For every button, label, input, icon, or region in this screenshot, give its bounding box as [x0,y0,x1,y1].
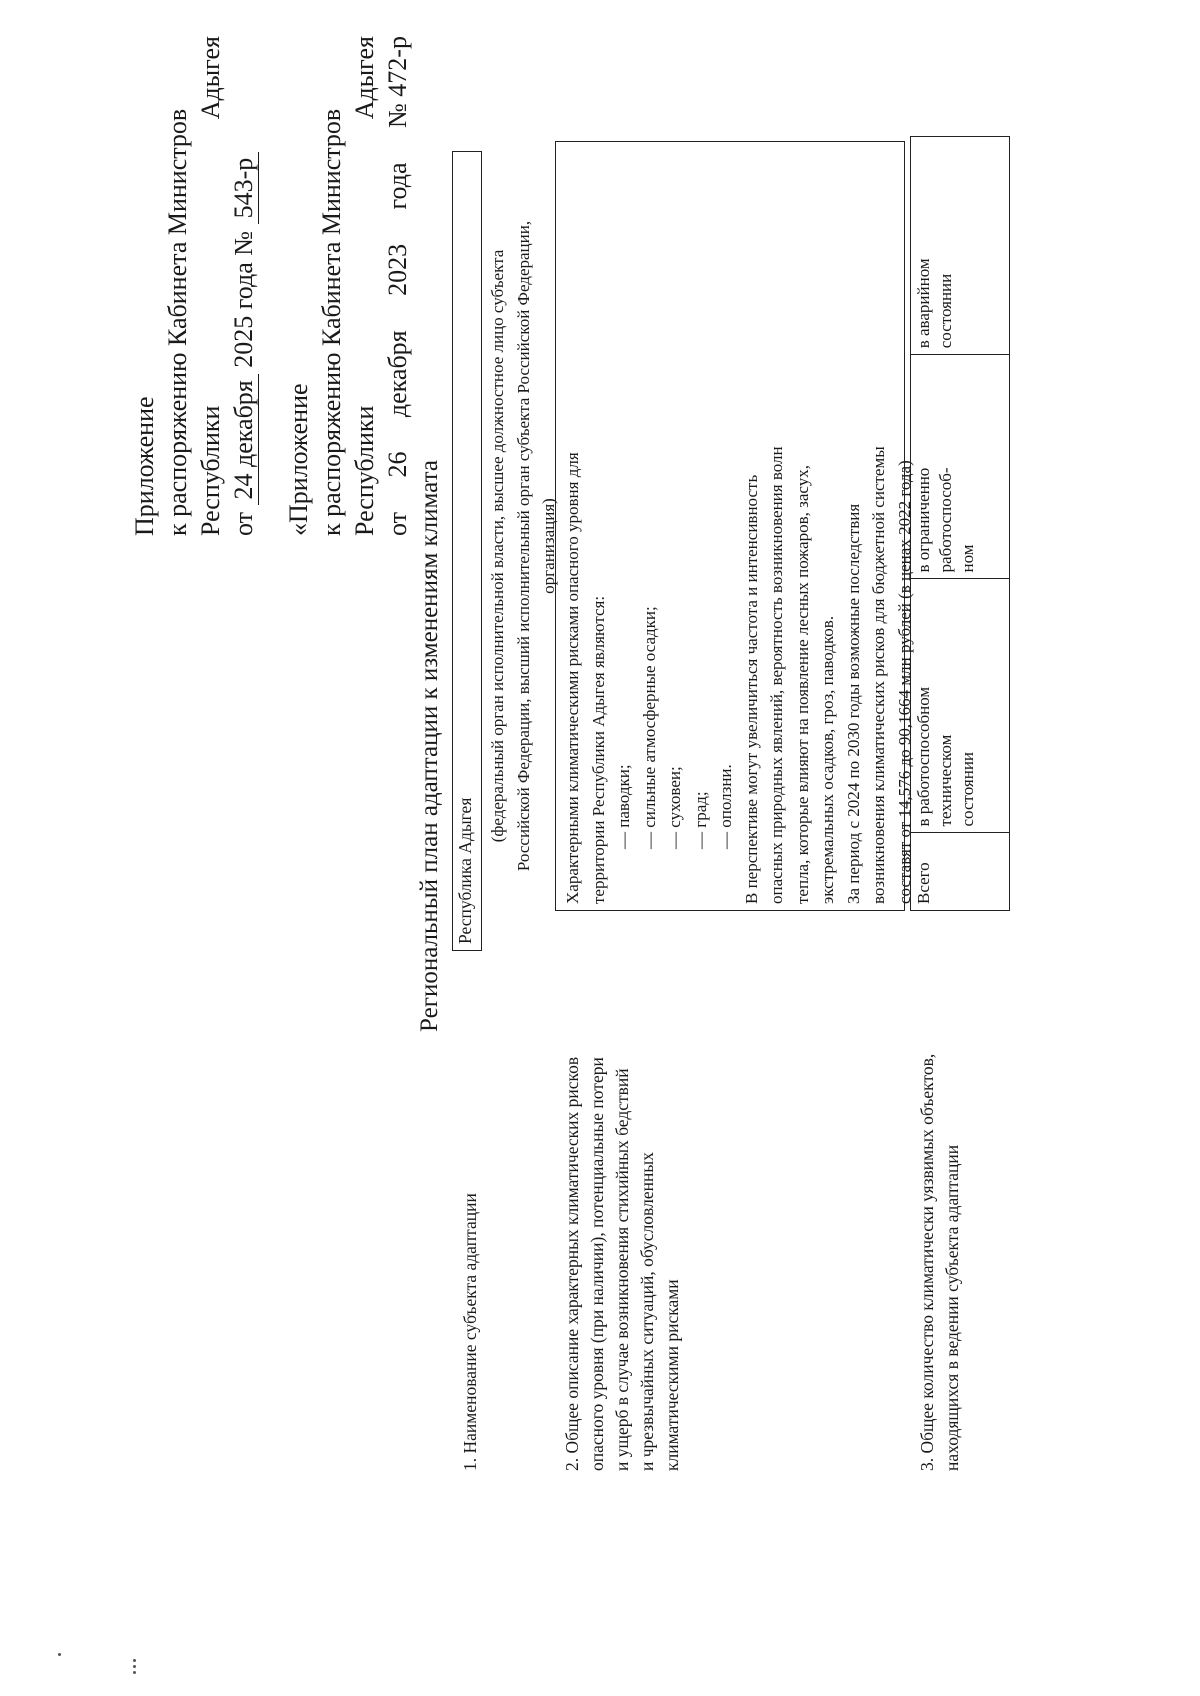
prev-month: декабря [383,330,412,418]
page-title: Региональный план адаптации к изменениям климата [416,460,443,1032]
section2-label [560,1057,685,1471]
order-year: 2025 года № [229,230,258,368]
prev-year: 2023 [383,243,412,296]
table-header-cell [911,355,1010,579]
col-working: состоянии [958,751,977,827]
note-line: Российской Федерации, высший исполнительный орган субъекта Российской Федерации, [513,220,533,872]
col-limited: работоспособ- [936,467,955,573]
appendix-republic: Республики [196,405,225,536]
appendix-header-current [128,36,260,536]
label-line: находящихся в ведении субъекта адаптации [942,1144,962,1471]
col-limited: ном [958,544,977,573]
col-emergency: состоянии [936,273,955,349]
appendix-date-line [227,36,260,536]
label-line: опасного уровня (при наличии), потенциальные потери [587,1057,607,1471]
section1-label: 1. Наименование субъекта адаптации [460,1193,480,1471]
risk-outlook: экстремальных осадков, гроз, паводков. [818,615,837,904]
prev-appendix-date-line [381,36,414,536]
risk-costs: возникновения климатических рисков для бюджетной системы [869,446,888,904]
label-line: и ущерб в случае возникновения стихийных бедствий [612,1068,632,1471]
label-line: климатическими рисками [662,1279,682,1471]
prev-from: от [383,511,412,536]
appendix-republic-line [194,36,227,536]
table-row [911,137,1010,911]
col-working: в работоспособном [914,686,933,827]
risk-outlook: опасных природных явлений, вероятность возникновения волн [767,446,786,904]
risk-item: — град; [690,791,710,849]
risk-description-box [555,141,914,911]
subject-name-value: Республика Адыгея [455,797,475,944]
section3-label [915,1054,965,1471]
risk-intro: территории Республики Адыгея являются: [588,595,608,904]
col-limited: в ограниченно [914,467,933,573]
prev-day: 26 [383,451,412,478]
subject-name-note [485,116,562,976]
prev-number: № 472-р [383,36,412,128]
from-prefix: от [229,511,258,536]
scan-speck [133,1659,136,1662]
risk-outlook: тепла, которые влияют на появление лесных пожаров, засух, [792,465,812,904]
scan-speck [133,1665,136,1668]
risk-costs: За период с 2024 по 2030 годы возможные последствия [843,503,863,904]
subject-name-field [452,151,482,951]
risk-costs: составят от 14,576 до 90,1664 млн рублей (в ценах 2022 года) [894,460,914,904]
col-emergency: в аварийном [914,258,933,349]
risk-intro: Характерными климатическими рисками опасного уровня для [563,452,582,904]
col-working: техническом [936,734,955,827]
scan-speck [58,1653,61,1656]
label-line: 3. Общее количество климатически уязвимых объектов, [917,1053,937,1471]
table-header-cell [911,833,1010,911]
appendix-order-line: к распоряжению Кабинета Министров [163,108,192,536]
appendix-header-previous [282,36,414,536]
risk-item: — суховеи; [665,766,684,849]
order-date: 24 декабря [229,374,259,505]
table-header-cell [911,137,1010,355]
risk-item: — паводки; [614,764,633,849]
prev-appendix-republic: Республики [350,405,379,536]
col-total: Всего [914,862,933,904]
note-line: (федеральный орган исполнительной власти, высшее должностное лицо субъекта [488,249,507,843]
risk-item: — оползни. [716,764,735,849]
scan-speck [133,1671,136,1674]
risk-item: — сильные атмосферные осадки; [639,606,659,849]
prev-appendix-label: «Приложение [284,383,313,536]
prev-appendix-adygea: Адыгея [350,36,379,120]
order-number: 543-р [229,152,259,225]
table-header-cell [911,579,1010,833]
risk-outlook: В перспективе могут увеличиться частота и интенсивность [741,474,761,904]
prev-appendix-order-line: к распоряжению Кабинета Министров [317,108,346,536]
appendix-label: Приложение [130,396,159,536]
note-line: организация) [539,498,558,594]
prev-goda: года [383,162,412,210]
label-line: и чрезвычайных ситуаций, обусловленных [637,1152,657,1471]
label-line: 2. Общее описание характерных климатических рисков [562,1056,582,1471]
vulnerable-objects-table [910,136,1010,911]
appendix-adygea: Адыгея [196,36,225,120]
prev-appendix-republic-line [348,36,381,536]
